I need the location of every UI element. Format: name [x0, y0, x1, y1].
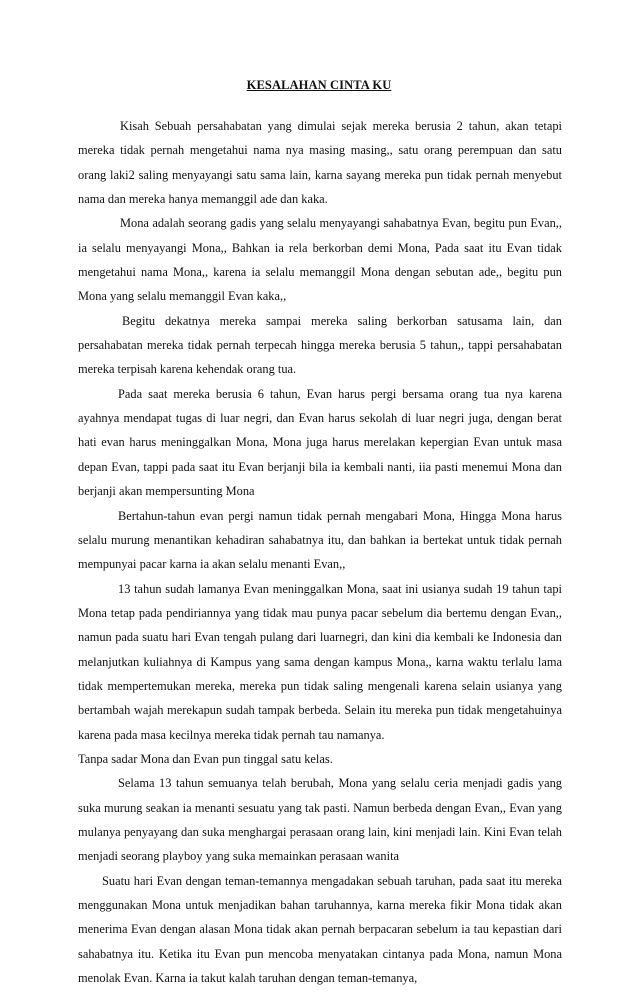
paragraph-2: Mona adalah seorang gadis yang selalu menyayangi sahabatnya Evan, begitu pun Evan,, ia selalu menyayangi Mona,, Bahkan ia rela berkorban demi Mona, Pada saat itu Evan tidak mengetahui nama Mona,, karena ia selalu memanggil Mona dengan sebutan ade,, begitu pun Mona yang selalu memanggil Evan kaka,, [78, 216, 562, 304]
paragraph-6: 13 tahun sudah lamanya Evan meninggalkan Mona, saat ini usianya sudah 19 tahun tapi Mona tetap pada pendiriannya yang tidak mau punya pacar sebelum dia bertemu dengan Evan,, namun pada suatu hari Evan tengah pulang dari luarnegri, dan kini dia kembali ke Indonesia dan melanjutkan kuliahnya di Kampus yang sama dengan kampus Mona,, karna waktu terlalu lama tidak mempertemukan mereka, mereka pun tidak saling mengenali karena selain usianya yang bertambah wajah merekapun sudah tampak berbeda. Selain itu mereka pun tidak mengetahuinya karena pada masa kecilnya mereka tidak pernah tau namanya. [78, 581, 562, 742]
paragraph-9: Suatu hari Evan dengan teman-temannya mengadakan sebuah taruhan, pada saat itu mereka menggunakan Mona untuk menjadikan bahan taruhannya, karna mereka fikir Mona tidak akan menerima Evan dengan alasan Mona tidak akan pernah berpacaran sebelum ia tau kepastian dari sahabatnya itu. Ketika itu Evan pun mencoba menyatakan cintanya pada Mona, namun Mona menolak Evan. Karna ia takut kalah taruhan dengan teman-temanya, [78, 873, 562, 986]
paragraph-8: Selama 13 tahun semuanya telah berubah, Mona yang selalu ceria menjadi gadis yang suka murung seakan ia menanti sesuatu yang tak pasti. Namun berbeda dengan Evan,, Evan yang mulanya penyayang dan suka menghargai perasaan orang lain, kini menjadi lain. Kini Evan telah menjadi seorang playboy yang suka memainkan perasaan wanita [78, 776, 562, 864]
paragraph-7: Tanpa sadar Mona dan Evan pun tinggal satu kelas. [78, 751, 333, 766]
paragraph-4: Pada saat mereka berusia 6 tahun, Evan harus pergi bersama orang tua nya karena ayahnya mendapat tugas di luar negri, dan Evan harus sekolah di luar negri juga, dengan berat hati evan harus meninggalkan Mona, Mona juga harus merelakan kepergian Evan untuk masa depan Evan, tappi pada saat itu Evan berjanji bila ia kembali nanti, iia pasti menemui Mona dan berjanji akan mempersunting Mona [78, 386, 562, 499]
document-title: KESALAHAN CINTA KU [246, 78, 392, 92]
paragraph-3: Begitu dekatnya mereka sampai mereka saling berkorban satusama lain, dan persahabatan mereka tidak pernah terpecah hingga mereka berusia 5 tahun,, tappi persahabatan mereka terpisah karena kehendak orang tua. [78, 313, 562, 377]
document-body [78, 114, 562, 990]
paragraph-1: Kisah Sebuah persahabatan yang dimulai sejak mereka berusia 2 tahun, akan tetapi mereka tidak pernah mengetahui nama nya masing masing,, satu orang perempuan dan satu orang laki2 saling menyayangi satu sama lain, karna sayang mereka pun tidak pernah menyebut nama dan mereka hanya memanggil ade dan kaka. [78, 119, 562, 207]
paragraph-5: Bertahun-tahun evan pergi namun tidak pernah mengabari Mona, Hingga Mona harus selalu murung menantikan kehadiran sahabatnya itu, dan bahkan ia bertekat untuk tidak pernah mempunyai pacar karna ia akan selalu menanti Evan,, [78, 508, 562, 572]
